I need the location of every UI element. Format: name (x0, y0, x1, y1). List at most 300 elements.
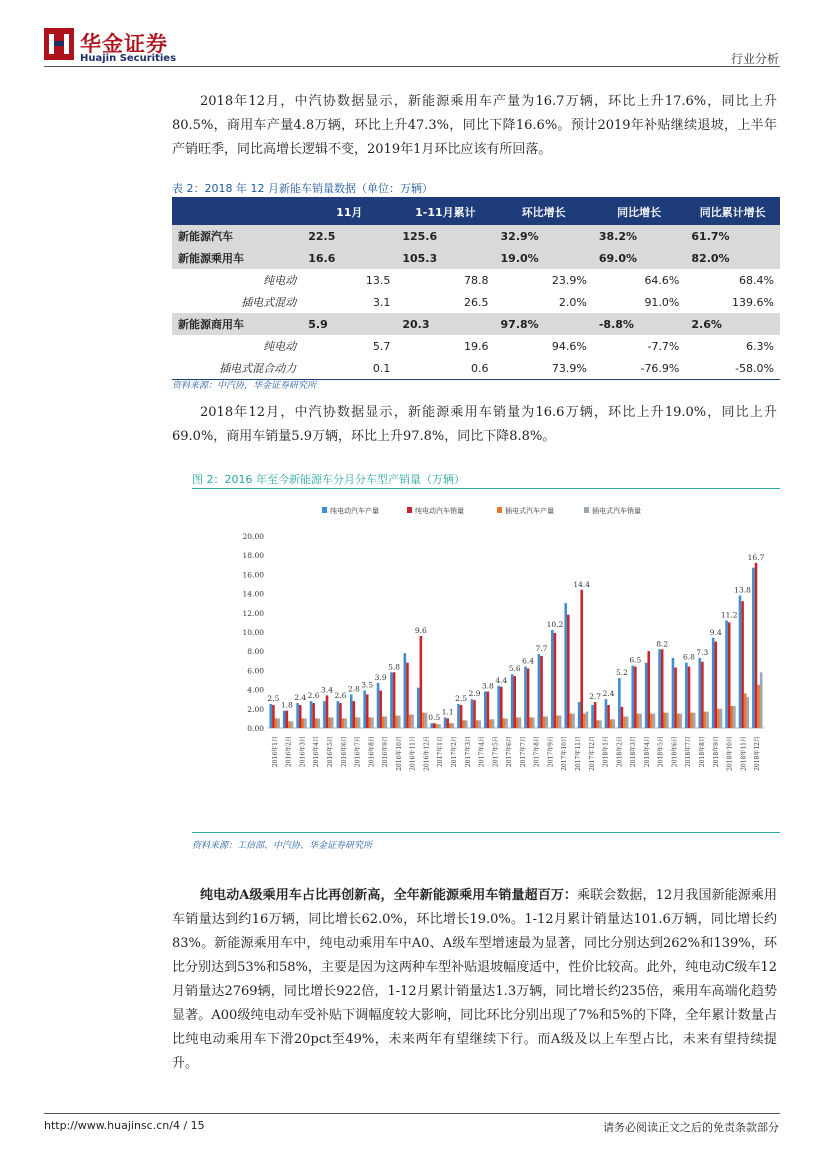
bar (337, 701, 340, 728)
table-cell: 73.9% (495, 357, 593, 380)
data-label: 6.8 (683, 652, 695, 662)
footer-url-page[interactable]: http://www.huajinsc.cn/4 / 15 (44, 1119, 205, 1132)
x-tick-label: 2016年7月 (354, 736, 362, 768)
bar (304, 718, 307, 728)
bar (438, 724, 441, 728)
table-cell: 22.5 (302, 225, 396, 247)
bar (409, 715, 412, 728)
bar (679, 714, 682, 728)
bar (462, 720, 465, 728)
table-row (172, 269, 780, 291)
bar (543, 716, 546, 728)
bar (578, 702, 581, 728)
data-label: 2.4 (602, 689, 615, 699)
bar (752, 568, 755, 728)
bar (583, 714, 586, 728)
bar (690, 713, 693, 728)
x-tick-label: 2018年7月 (685, 736, 693, 768)
bar (661, 649, 664, 728)
bar (610, 719, 613, 728)
bar (704, 712, 707, 728)
data-label: 14.4 (573, 579, 591, 589)
table-cell: 19.6 (464, 339, 489, 353)
bar (540, 656, 543, 728)
data-label: 1.1 (441, 707, 454, 717)
monthly-sales-chart (192, 495, 780, 830)
bar (650, 714, 653, 728)
bar (326, 695, 329, 728)
bar (446, 718, 449, 728)
y-tick-label: 0.00 (247, 724, 264, 733)
table-source-note: 资料来源：中汽协，华金证券研究所 (172, 381, 317, 391)
table-cell: 125.6 (396, 225, 494, 247)
bar (594, 702, 597, 728)
y-tick-label: 8.00 (247, 647, 264, 657)
x-tick-label: 2018年1月 (602, 736, 610, 768)
bar (460, 705, 463, 728)
table-header-cell: 1-11月累计 (396, 198, 494, 225)
bar (666, 713, 669, 728)
bar (291, 721, 294, 728)
bar (717, 709, 720, 728)
bar (430, 723, 433, 728)
table-header-cell: 同比增长 (593, 198, 686, 225)
bar (500, 687, 503, 728)
bar (720, 709, 723, 728)
bar (570, 714, 573, 728)
bar (564, 603, 567, 728)
bar (712, 638, 715, 728)
company-logo (44, 26, 194, 66)
legend-swatch (497, 507, 502, 513)
bar (551, 630, 554, 728)
bar (556, 716, 559, 728)
bar (639, 714, 642, 728)
x-tick-label: 2017年9月 (547, 736, 555, 768)
bar (511, 674, 514, 728)
bar (637, 714, 640, 728)
bar (299, 705, 302, 728)
legend-label: 纯电动汽车产量 (330, 507, 379, 515)
x-tick-label: 2018年9月 (712, 736, 720, 768)
table-header-cell (172, 198, 302, 225)
table-row (172, 335, 780, 357)
bar (425, 713, 428, 728)
figure-top-rule (192, 488, 780, 489)
table-row (172, 247, 780, 269)
table-row (172, 291, 780, 313)
table-row-label: 插电式混合动力 (172, 357, 302, 380)
y-tick-label: 12.00 (242, 608, 264, 618)
table-cell: 64.6% (644, 273, 680, 287)
legend-label: 插电式汽车产量 (505, 507, 554, 515)
sales-table (172, 197, 780, 380)
bar (395, 716, 398, 728)
data-label: 9.4 (709, 627, 722, 637)
bar (473, 700, 476, 728)
bar (422, 713, 425, 728)
bar (497, 686, 500, 728)
data-label: 3.4 (321, 685, 333, 695)
table-cell: 78.8 (464, 273, 489, 287)
x-tick-label: 2018年4月 (643, 736, 651, 768)
table-cell: 5.7 (372, 339, 391, 353)
x-tick-label: 2017年5月 (492, 736, 500, 768)
data-label: 13.8 (734, 585, 751, 595)
table-cell: 0.1 (302, 357, 396, 380)
bar (484, 692, 487, 728)
bar (377, 683, 380, 728)
bar (452, 723, 455, 728)
bar (653, 714, 656, 728)
data-label: 3.5 (361, 680, 374, 690)
table-cell: 23.9% (551, 273, 587, 287)
table-row-label: 纯电动 (263, 340, 297, 353)
bar (527, 668, 530, 728)
data-label: 11.2 (720, 610, 738, 620)
x-tick-label: 2016年1月 (271, 736, 279, 768)
table-row-label: 插电式混动 (241, 296, 297, 309)
paragraph-analysis (172, 884, 777, 1076)
bar (760, 672, 763, 728)
bar (406, 663, 409, 728)
table-cell: 2.0% (558, 295, 587, 309)
bar (420, 636, 423, 728)
bar (390, 672, 393, 728)
data-label: 2.6 (307, 691, 320, 701)
bar (513, 676, 516, 728)
bar (272, 705, 275, 728)
paragraph-body: 乘联会数据，12月我国新能源乘用车销量达到约16万辆，同比增长62.0%，环比增长19.0%。1-12月累计销量达101.6万辆，同比增长约83%。新能源乘用车中，纯电动乘用车中A0、A级车型增速最为显著，同比分别达到262%和139%，环比分别达到53%和58%，主要是因为这两种车型补贴退坡幅度适中，性价比较高。此外，纯电动C级车12月销量达2769辆，同比增长922倍，1-12月累计销量达1.3万辆，同比增长约235倍，乘用车高端化趋势显著。A00级纯电动车受补贴下调幅度较大影响，同比环比分别出现了7%和5%的下降，全年累计数量占比纯电动乘用车下滑20pct至49%，未来两年有望继续下行。而A级及以上车型占比，未来有望持续提升。 (172, 888, 777, 1071)
bar (714, 642, 717, 728)
y-tick-label: 16.00 (242, 570, 264, 580)
x-tick-label: 2018年8月 (699, 736, 706, 768)
table-caption: 表 2：2018 年 12 月新能车销量数据（单位：万辆） (172, 182, 433, 195)
x-tick-label: 2016年10月 (395, 736, 403, 771)
bar (436, 724, 439, 728)
bar (478, 720, 481, 728)
bar (693, 713, 696, 728)
table-cell: 6.3% (746, 339, 774, 353)
bar (621, 707, 624, 728)
table-cell: 139.6% (732, 295, 774, 309)
bar (559, 716, 562, 728)
data-label: 6.4 (522, 656, 535, 666)
x-tick-label: 2018年6月 (671, 736, 679, 768)
data-label: 2.7 (589, 692, 602, 702)
data-label: 2.5 (455, 694, 468, 703)
x-tick-label: 2016年3月 (299, 736, 307, 768)
y-tick-label: 4.00 (247, 685, 264, 695)
bar (741, 601, 744, 728)
bar (516, 717, 519, 728)
bar (538, 654, 541, 728)
bar (487, 692, 490, 728)
data-label: 4.4 (495, 675, 508, 685)
data-label: 3.8 (481, 681, 494, 691)
data-label: 2.9 (468, 689, 481, 699)
bar (580, 590, 583, 728)
legend-swatch (584, 507, 589, 513)
bar (363, 691, 366, 728)
data-label: 0.5 (428, 713, 441, 723)
bar (618, 678, 621, 728)
bar (344, 718, 347, 728)
bar (586, 712, 589, 728)
bar (449, 723, 452, 728)
data-label: 2.5 (267, 694, 280, 703)
footer-divider (44, 1113, 780, 1114)
bar (457, 704, 460, 728)
bar (728, 622, 731, 728)
data-label: 1.8 (280, 700, 293, 710)
logo-english-name: Huajin Securities (80, 53, 177, 64)
bar (701, 662, 704, 728)
table-cell: 82.0% (685, 247, 780, 269)
bar (366, 694, 369, 728)
table-cell: 3.1 (372, 295, 391, 309)
data-label: 8.2 (656, 639, 669, 649)
bar (277, 718, 280, 728)
y-tick-label: 14.00 (242, 589, 264, 599)
table-cell: 19.0% (495, 247, 593, 269)
data-label: 5.6 (508, 664, 521, 674)
table-header-cell: 同比累计增长 (685, 198, 780, 225)
legend-label: 纯电动汽车销量 (415, 507, 464, 515)
x-tick-label: 2017年1月 (437, 736, 445, 768)
bar (404, 653, 407, 728)
table-row (172, 225, 780, 247)
bar (647, 651, 650, 728)
bar (296, 703, 299, 728)
table-cell: 5.9 (302, 313, 396, 335)
bar (672, 658, 675, 728)
bar (342, 718, 345, 728)
paragraph-sales: 2018年12月，中汽协数据显示，新能源乘用车销量为16.6万辆，环比上升19.0%，同比上升69.0%，商用车销量5.9万辆，环比上升97.8%，同比下降8.8%。 (172, 405, 777, 444)
figure-source-note: 资料来源：工信部、中汽协、华金证券研究所 (192, 841, 373, 851)
data-label: 5.2 (615, 668, 628, 678)
bar (471, 699, 474, 728)
table-cell: -8.8% (593, 313, 686, 335)
bar (379, 691, 382, 728)
table-row-label: 新能源汽车 (172, 225, 302, 247)
bar (755, 563, 758, 728)
y-tick-label: 18.00 (242, 551, 264, 561)
table-cell: 94.6% (551, 339, 587, 353)
bar (607, 705, 610, 728)
bar (567, 615, 570, 728)
bar (358, 717, 361, 728)
data-label: 5.8 (388, 662, 401, 672)
bar (746, 697, 749, 728)
table-cell: 32.9% (495, 225, 593, 247)
bar (328, 717, 331, 728)
bar (275, 718, 278, 728)
bar (350, 694, 353, 728)
logo-mark-icon (44, 28, 74, 60)
legend-label: 插电式汽车销量 (592, 507, 641, 515)
table-cell: -7.7% (647, 339, 680, 353)
bar (623, 716, 626, 728)
x-tick-label: 2017年4月 (478, 736, 486, 768)
x-tick-label: 2016年2月 (285, 736, 293, 768)
bar (492, 719, 495, 728)
y-tick-label: 6.00 (247, 666, 264, 676)
x-tick-label: 2018年12月 (754, 736, 762, 771)
y-tick-label: 2.00 (247, 704, 264, 714)
x-tick-label: 2016年9月 (382, 736, 390, 768)
table-cell: 2.6% (685, 313, 780, 335)
x-tick-label: 2018年2月 (616, 736, 624, 768)
data-label: 9.6 (414, 625, 427, 635)
data-label: 2.4 (294, 693, 307, 703)
table-cell: 16.6 (302, 247, 396, 269)
bar (444, 717, 447, 728)
bar (503, 718, 506, 728)
bar (688, 667, 691, 728)
bar (599, 720, 602, 728)
x-tick-label: 2017年7月 (519, 736, 527, 768)
bar (658, 649, 661, 728)
bar (596, 720, 599, 728)
bar (385, 716, 388, 728)
data-label: 7.3 (696, 647, 709, 657)
bar (323, 701, 326, 728)
x-tick-label: 2016年8月 (368, 736, 376, 768)
table-cell: -76.9% (593, 357, 686, 380)
table-cell: -58.0% (685, 357, 780, 380)
x-tick-label: 2017年6月 (506, 736, 514, 768)
bar (371, 717, 374, 728)
bar (489, 719, 492, 728)
bar (417, 688, 420, 728)
bar (532, 717, 535, 728)
bar (393, 672, 396, 728)
x-tick-label: 2017年10月 (561, 736, 569, 771)
data-label: 16.7 (747, 552, 765, 562)
bar (645, 663, 648, 728)
paragraph-production: 2018年12月，中汽协数据显示，新能源乘用车产量为16.7万辆，环比上升17.6%，同比上升80.5%，商用车产量4.8万辆，环比上升47.3%，同比下降16.6%。预计2019年补贴继续退坡，上半年产销旺季，同比高增长逻辑不变，2019年1月环比应该有所回落。 (172, 94, 777, 157)
table-cell: 97.8% (495, 313, 593, 335)
data-label: 2.8 (347, 684, 360, 694)
x-tick-label: 2016年5月 (327, 736, 334, 768)
bar (318, 718, 321, 728)
bar (631, 666, 634, 728)
bar (465, 720, 468, 728)
bar (331, 717, 334, 728)
bar (476, 720, 479, 728)
bar (757, 685, 760, 728)
table-row-label: 纯电动 (263, 274, 297, 287)
bar (612, 719, 615, 728)
paragraph-lead: 纯电动A级乘用车占比再创新高，全年新能源乘用车销量超百万： (200, 888, 578, 903)
data-label: 10.2 (546, 620, 564, 630)
bar (591, 705, 594, 728)
bar (369, 717, 372, 728)
bar (339, 703, 342, 728)
bar (382, 716, 385, 728)
bar (626, 716, 629, 728)
table-header-row (172, 198, 780, 225)
x-tick-label: 2017年11月 (575, 736, 582, 771)
x-tick-label: 2017年12月 (588, 736, 596, 771)
bar (433, 723, 436, 728)
table-row-label: 新能源乘用车 (172, 247, 302, 269)
bar (270, 704, 273, 728)
x-tick-label: 2017年2月 (451, 736, 458, 768)
bar (312, 703, 315, 728)
table-header-cell: 环比增长 (495, 198, 593, 225)
bar (288, 721, 291, 728)
x-tick-label: 2017年3月 (464, 736, 472, 768)
data-label: 2.6 (334, 691, 347, 701)
table-row (172, 313, 780, 335)
bar (545, 716, 548, 728)
legend-swatch (407, 507, 412, 513)
bar (605, 699, 608, 728)
y-tick-label: 10.00 (242, 628, 264, 637)
x-tick-label: 2017年8月 (533, 736, 541, 768)
x-tick-label: 2016年4月 (313, 736, 321, 768)
figure-caption: 图 2：2016 年至今新能源车分月分车型产销量（万辆） (192, 473, 465, 486)
x-tick-label: 2018年5月 (657, 736, 665, 768)
table-row (172, 357, 780, 380)
x-tick-label: 2016年6月 (340, 736, 348, 768)
document-type-label: 行业分析 (730, 52, 779, 66)
x-tick-label: 2018年11月 (740, 736, 748, 771)
table-cell: 69.0% (593, 247, 686, 269)
bar (315, 718, 318, 728)
bar (698, 658, 701, 728)
footer-disclaimer-note: 请务必阅读正文之后的免责条款部分 (603, 1121, 779, 1134)
data-label: 7.7 (535, 644, 548, 654)
bar (310, 701, 313, 728)
bar (663, 713, 666, 728)
bar (554, 633, 557, 728)
logo-chinese-name: 华金证券 (80, 32, 168, 56)
bar (725, 620, 728, 728)
bar (733, 706, 736, 728)
y-tick-label: 20.00 (242, 532, 264, 541)
table-row-label: 新能源商用车 (172, 313, 302, 335)
bar (519, 717, 522, 728)
table-cell: 61.7% (685, 225, 780, 247)
bar (411, 715, 414, 728)
x-tick-label: 2016年11月 (409, 736, 417, 771)
bar (302, 718, 305, 728)
x-tick-label: 2018年3月 (630, 736, 638, 768)
bar (739, 596, 742, 728)
x-tick-label: 2016年12月 (423, 736, 431, 771)
table-cell: 13.5 (365, 273, 391, 287)
table-cell: 105.3 (396, 247, 494, 269)
table-cell: 38.2% (593, 225, 686, 247)
table-cell: 91.0% (644, 295, 680, 309)
bar (529, 717, 532, 728)
figure-bottom-rule (192, 832, 780, 833)
data-label: 6.5 (629, 655, 642, 665)
bar (730, 706, 733, 728)
table-cell: 68.4% (739, 273, 774, 287)
table-cell: 26.5 (464, 295, 489, 309)
bar (355, 717, 358, 728)
bar (353, 701, 356, 728)
bar (706, 712, 709, 728)
bar (677, 714, 680, 728)
table-header-cell: 11月 (302, 198, 396, 225)
bar (505, 718, 508, 728)
x-tick-label: 2018年10月 (726, 736, 734, 771)
